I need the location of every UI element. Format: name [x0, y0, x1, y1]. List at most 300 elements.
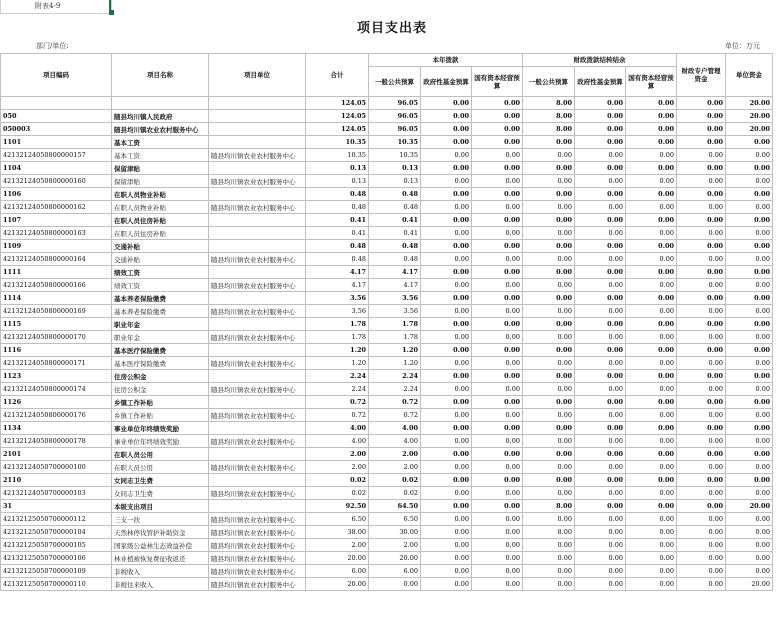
cell-value[interactable]: 0.00 — [575, 253, 626, 266]
cell-value[interactable]: 0.00 — [575, 513, 626, 526]
cell-value[interactable]: 0.00 — [472, 162, 523, 175]
cell-value[interactable]: 0.00 — [523, 279, 575, 292]
cell-code[interactable]: 42132124050800000169 — [1, 305, 112, 318]
cell-value[interactable]: 0.00 — [677, 162, 726, 175]
cell-value[interactable]: 0.00 — [726, 253, 773, 266]
cell-value[interactable]: 96.05 — [369, 97, 421, 110]
cell-value[interactable]: 0.41 — [306, 227, 369, 240]
cell-value[interactable]: 0.00 — [726, 435, 773, 448]
cell-code[interactable]: 42132124050800000164 — [1, 253, 112, 266]
cell-name[interactable]: 交通补贴 — [112, 240, 209, 253]
cell-value[interactable]: 0.00 — [472, 500, 523, 513]
cell-value[interactable]: 0.00 — [626, 357, 677, 370]
cell-value[interactable]: 0.00 — [523, 136, 575, 149]
cell-value[interactable]: 0.00 — [472, 422, 523, 435]
cell-value[interactable]: 20.00 — [369, 552, 421, 565]
cell-value[interactable]: 0.00 — [575, 370, 626, 383]
cell-value[interactable]: 0.00 — [626, 201, 677, 214]
cell-value[interactable]: 1.78 — [369, 331, 421, 344]
cell-value[interactable]: 0.02 — [369, 474, 421, 487]
cell-code[interactable]: 42132124050800000171 — [1, 357, 112, 370]
cell-unit[interactable]: 随县均川镇农业农村服务中心 — [209, 279, 306, 292]
cell-value[interactable]: 0.00 — [472, 513, 523, 526]
cell-value[interactable]: 3.56 — [369, 305, 421, 318]
cell-value[interactable]: 0.00 — [421, 305, 472, 318]
cell-value[interactable]: 0.00 — [626, 318, 677, 331]
cell-value[interactable]: 0.00 — [677, 552, 726, 565]
cell-value[interactable]: 0.00 — [472, 370, 523, 383]
cell-value[interactable]: 0.00 — [575, 578, 626, 591]
header-fiscal-carry[interactable]: 财政拨款结转结余 — [523, 54, 677, 67]
cell-value[interactable]: 38.00 — [306, 526, 369, 539]
cell-value[interactable]: 0.00 — [626, 292, 677, 305]
cell-value[interactable]: 1.20 — [369, 344, 421, 357]
cell-unit[interactable] — [209, 448, 306, 461]
cell-unit[interactable]: 随县均川镇农业农村服务中心 — [209, 552, 306, 565]
cell-value[interactable]: 10.35 — [306, 136, 369, 149]
cell-value[interactable]: 0.00 — [677, 240, 726, 253]
cell-value[interactable]: 0.00 — [575, 448, 626, 461]
cell-value[interactable]: 0.00 — [677, 526, 726, 539]
cell-value[interactable]: 0.00 — [421, 97, 472, 110]
cell-value[interactable]: 0.00 — [523, 331, 575, 344]
cell-value[interactable]: 0.48 — [306, 240, 369, 253]
cell-value[interactable]: 0.00 — [421, 162, 472, 175]
cell-code[interactable]: 42132124050800000166 — [1, 279, 112, 292]
cell-value[interactable]: 0.00 — [726, 422, 773, 435]
cell-value[interactable]: 0.00 — [523, 422, 575, 435]
cell-value[interactable]: 0.00 — [575, 149, 626, 162]
cell-value[interactable]: 0.13 — [306, 175, 369, 188]
cell-value[interactable]: 0.00 — [575, 565, 626, 578]
cell-value[interactable]: 3.56 — [306, 292, 369, 305]
cell-unit[interactable] — [209, 500, 306, 513]
fill-handle-icon[interactable] — [109, 10, 114, 15]
cell-value[interactable]: 0.00 — [472, 305, 523, 318]
cell-value[interactable]: 6.50 — [369, 513, 421, 526]
cell-value[interactable]: 0.00 — [677, 110, 726, 123]
cell-value[interactable]: 0.00 — [626, 409, 677, 422]
cell-value[interactable]: 0.00 — [523, 292, 575, 305]
cell-value[interactable]: 0.00 — [421, 331, 472, 344]
cell-value[interactable]: 0.00 — [677, 344, 726, 357]
cell-value[interactable]: 0.00 — [726, 266, 773, 279]
cell-unit[interactable] — [209, 110, 306, 123]
cell-name[interactable]: 基本医疗保险缴费 — [112, 357, 209, 370]
cell-value[interactable]: 0.72 — [369, 409, 421, 422]
cell-value[interactable]: 0.00 — [575, 526, 626, 539]
cell-value[interactable]: 0.00 — [523, 175, 575, 188]
cell-value[interactable]: 0.00 — [626, 396, 677, 409]
cell-value[interactable]: 124.05 — [306, 123, 369, 136]
cell-value[interactable]: 8.00 — [523, 110, 575, 123]
cell-value[interactable]: 0.00 — [523, 214, 575, 227]
cell-unit[interactable]: 随县均川镇农业农村服务中心 — [209, 175, 306, 188]
cell-value[interactable]: 0.00 — [726, 344, 773, 357]
cell-value[interactable]: 0.00 — [726, 396, 773, 409]
cell-value[interactable]: 0.00 — [575, 396, 626, 409]
cell-unit[interactable] — [209, 214, 306, 227]
cell-value[interactable]: 0.41 — [369, 227, 421, 240]
cell-value[interactable]: 0.00 — [575, 461, 626, 474]
cell-unit[interactable] — [209, 136, 306, 149]
cell-value[interactable]: 0.00 — [726, 227, 773, 240]
cell-code[interactable]: 42132124050700000100 — [1, 461, 112, 474]
header-unit-fund[interactable]: 单位资金 — [726, 54, 773, 97]
cell-unit[interactable]: 随县均川镇农业农村服务中心 — [209, 305, 306, 318]
cell-name[interactable]: 住房公积金 — [112, 383, 209, 396]
cell-name[interactable]: 三支一扶 — [112, 513, 209, 526]
cell-value[interactable]: 0.00 — [677, 253, 726, 266]
cell-value[interactable]: 0.00 — [421, 409, 472, 422]
cell-code[interactable]: 1123 — [1, 370, 112, 383]
cell-value[interactable]: 0.00 — [523, 396, 575, 409]
cell-value[interactable]: 0.00 — [726, 201, 773, 214]
cell-value[interactable]: 1.78 — [306, 331, 369, 344]
cell-value[interactable]: 0.00 — [472, 526, 523, 539]
cell-value[interactable]: 0.00 — [472, 227, 523, 240]
cell-value[interactable]: 0.00 — [523, 357, 575, 370]
cell-value[interactable]: 0.00 — [523, 162, 575, 175]
cell-value[interactable]: 0.00 — [626, 266, 677, 279]
cell-unit[interactable]: 随县均川镇农业农村服务中心 — [209, 565, 306, 578]
cell-value[interactable]: 0.00 — [677, 500, 726, 513]
cell-unit[interactable] — [209, 422, 306, 435]
cell-value[interactable]: 20.00 — [726, 123, 773, 136]
cell-value[interactable]: 0.00 — [626, 214, 677, 227]
cell-value[interactable]: 0.00 — [726, 318, 773, 331]
cell-value[interactable]: 0.00 — [421, 422, 472, 435]
cell-value[interactable]: 0.00 — [575, 487, 626, 500]
cell-value[interactable]: 2.24 — [306, 370, 369, 383]
cell-value[interactable]: 0.00 — [472, 565, 523, 578]
cell-value[interactable]: 0.00 — [677, 318, 726, 331]
cell-value[interactable]: 0.00 — [421, 188, 472, 201]
header-sub-soe[interactable]: 国有资本经营预算 — [472, 67, 523, 97]
cell-value[interactable]: 0.00 — [726, 383, 773, 396]
cell-value[interactable]: 0.00 — [575, 357, 626, 370]
cell-value[interactable]: 0.00 — [472, 240, 523, 253]
cell-value[interactable]: 0.00 — [677, 123, 726, 136]
cell-unit[interactable]: 随县均川镇农业农村服务中心 — [209, 383, 306, 396]
cell-value[interactable]: 0.00 — [523, 383, 575, 396]
cell-code[interactable]: 2110 — [1, 474, 112, 487]
cell-value[interactable]: 0.00 — [523, 318, 575, 331]
cell-unit[interactable]: 随县均川镇农业农村服务中心 — [209, 461, 306, 474]
cell-unit[interactable]: 随县均川镇农业农村服务中心 — [209, 253, 306, 266]
cell-value[interactable]: 0.00 — [421, 487, 472, 500]
cell-value[interactable]: 0.00 — [575, 266, 626, 279]
cell-value[interactable]: 6.00 — [306, 565, 369, 578]
cell-value[interactable]: 0.00 — [726, 539, 773, 552]
cell-value[interactable]: 0.00 — [421, 201, 472, 214]
cell-value[interactable]: 0.00 — [523, 565, 575, 578]
cell-value[interactable]: 20.00 — [726, 97, 773, 110]
header-sub-gov-fund-2[interactable]: 政府性基金预算 — [575, 67, 626, 97]
cell-name[interactable]: 本级支出项目 — [112, 500, 209, 513]
cell-value[interactable]: 1.78 — [306, 318, 369, 331]
cell-unit[interactable] — [209, 123, 306, 136]
cell-code[interactable]: 42132124050800000174 — [1, 383, 112, 396]
cell-value[interactable]: 0.00 — [421, 526, 472, 539]
cell-value[interactable]: 0.00 — [726, 565, 773, 578]
cell-name[interactable]: 交通补贴 — [112, 253, 209, 266]
cell-code[interactable]: 1107 — [1, 214, 112, 227]
cell-value[interactable]: 0.00 — [575, 240, 626, 253]
cell-code[interactable]: 42132124050700000103 — [1, 487, 112, 500]
cell-value[interactable]: 10.35 — [306, 149, 369, 162]
sheet-tab[interactable] — [0, 0, 112, 14]
cell-code[interactable]: 1114 — [1, 292, 112, 305]
cell-value[interactable]: 0.00 — [523, 201, 575, 214]
cell-value[interactable]: 0.00 — [575, 552, 626, 565]
cell-code[interactable]: 42132125050700000104 — [1, 526, 112, 539]
cell-value[interactable]: 0.00 — [421, 253, 472, 266]
header-special-fund[interactable]: 财政专户管理资金 — [677, 54, 726, 97]
cell-value[interactable]: 0.00 — [626, 500, 677, 513]
cell-value[interactable]: 0.00 — [523, 240, 575, 253]
cell-unit[interactable] — [209, 318, 306, 331]
cell-value[interactable]: 0.00 — [575, 435, 626, 448]
cell-value[interactable]: 0.00 — [726, 214, 773, 227]
cell-value[interactable]: 0.00 — [523, 448, 575, 461]
cell-value[interactable]: 0.00 — [523, 344, 575, 357]
cell-value[interactable]: 0.00 — [575, 539, 626, 552]
cell-value[interactable]: 0.00 — [472, 448, 523, 461]
cell-value[interactable]: 0.00 — [472, 97, 523, 110]
cell-value[interactable]: 0.00 — [575, 110, 626, 123]
cell-value[interactable]: 0.00 — [677, 383, 726, 396]
cell-value[interactable]: 0.00 — [677, 188, 726, 201]
cell-value[interactable]: 0.00 — [421, 266, 472, 279]
cell-value[interactable]: 4.00 — [369, 435, 421, 448]
cell-code[interactable]: 1111 — [1, 266, 112, 279]
cell-value[interactable]: 0.00 — [626, 97, 677, 110]
cell-value[interactable]: 0.48 — [369, 240, 421, 253]
cell-value[interactable]: 8.00 — [523, 526, 575, 539]
cell-name[interactable]: 乡镇工作补贴 — [112, 409, 209, 422]
cell-value[interactable]: 2.00 — [369, 539, 421, 552]
cell-value[interactable]: 0.13 — [306, 162, 369, 175]
cell-value[interactable]: 0.00 — [575, 305, 626, 318]
cell-value[interactable]: 0.00 — [421, 461, 472, 474]
cell-value[interactable]: 0.00 — [626, 110, 677, 123]
cell-code[interactable]: 1116 — [1, 344, 112, 357]
cell-value[interactable]: 0.00 — [575, 383, 626, 396]
cell-value[interactable]: 0.00 — [677, 578, 726, 591]
cell-value[interactable]: 0.00 — [726, 474, 773, 487]
cell-value[interactable]: 0.02 — [306, 474, 369, 487]
cell-value[interactable]: 124.05 — [306, 97, 369, 110]
cell-value[interactable]: 3.56 — [306, 305, 369, 318]
cell-value[interactable]: 0.00 — [626, 435, 677, 448]
cell-value[interactable]: 64.50 — [369, 500, 421, 513]
cell-value[interactable]: 0.00 — [677, 461, 726, 474]
cell-value[interactable]: 0.00 — [677, 201, 726, 214]
cell-code[interactable]: 1115 — [1, 318, 112, 331]
cell-value[interactable]: 0.00 — [677, 539, 726, 552]
cell-unit[interactable]: 随县均川镇农业农村服务中心 — [209, 539, 306, 552]
cell-value[interactable]: 0.00 — [472, 474, 523, 487]
cell-value[interactable]: 0.00 — [421, 227, 472, 240]
cell-value[interactable]: 0.00 — [726, 552, 773, 565]
cell-name[interactable]: 基本工资 — [112, 136, 209, 149]
cell-value[interactable]: 0.48 — [369, 253, 421, 266]
cell-value[interactable]: 0.00 — [677, 227, 726, 240]
cell-value[interactable]: 124.05 — [306, 110, 369, 123]
cell-value[interactable]: 0.00 — [726, 513, 773, 526]
cell-code[interactable]: 1101 — [1, 136, 112, 149]
cell-code[interactable]: 31 — [1, 500, 112, 513]
cell-value[interactable]: 0.00 — [677, 422, 726, 435]
cell-name[interactable]: 非税收入 — [112, 565, 209, 578]
cell-value[interactable]: 0.00 — [575, 331, 626, 344]
cell-value[interactable]: 0.00 — [421, 110, 472, 123]
cell-code[interactable]: 2101 — [1, 448, 112, 461]
cell-value[interactable]: 0.00 — [626, 136, 677, 149]
cell-value[interactable]: 2.00 — [306, 461, 369, 474]
cell-value[interactable]: 0.00 — [575, 409, 626, 422]
cell-value[interactable]: 0.00 — [575, 292, 626, 305]
cell-code[interactable]: 42132125050700000106 — [1, 552, 112, 565]
cell-value[interactable]: 0.00 — [421, 513, 472, 526]
cell-unit[interactable] — [209, 162, 306, 175]
cell-value[interactable]: 0.00 — [421, 123, 472, 136]
cell-value[interactable]: 1.20 — [306, 357, 369, 370]
cell-unit[interactable]: 随县均川镇农业农村服务中心 — [209, 331, 306, 344]
cell-name[interactable]: 在职人员公用 — [112, 461, 209, 474]
cell-value[interactable]: 0.72 — [369, 396, 421, 409]
cell-value[interactable]: 0.00 — [421, 383, 472, 396]
cell-value[interactable]: 0.00 — [369, 578, 421, 591]
cell-value[interactable]: 4.17 — [306, 266, 369, 279]
cell-name[interactable]: 女同志卫生费 — [112, 487, 209, 500]
cell-unit[interactable] — [209, 474, 306, 487]
cell-value[interactable]: 3.56 — [369, 292, 421, 305]
cell-value[interactable]: 0.00 — [677, 97, 726, 110]
cell-value[interactable]: 0.00 — [677, 435, 726, 448]
cell-value[interactable]: 0.00 — [421, 565, 472, 578]
cell-value[interactable]: 8.00 — [523, 97, 575, 110]
cell-name[interactable]: 基本医疗保险缴费 — [112, 344, 209, 357]
cell-unit[interactable] — [209, 188, 306, 201]
cell-value[interactable]: 0.00 — [726, 240, 773, 253]
cell-value[interactable]: 0.00 — [421, 149, 472, 162]
cell-value[interactable]: 0.00 — [421, 474, 472, 487]
cell-name[interactable]: 绩效工资 — [112, 266, 209, 279]
header-unit[interactable]: 项目单位 — [209, 54, 306, 97]
cell-code[interactable]: 42132125050700000112 — [1, 513, 112, 526]
header-sub-gov-fund[interactable]: 政府性基金预算 — [421, 67, 472, 97]
cell-name[interactable]: 随县均川镇人民政府 — [112, 110, 209, 123]
cell-unit[interactable]: 随县均川镇农业农村服务中心 — [209, 578, 306, 591]
cell-value[interactable]: 4.00 — [369, 422, 421, 435]
cell-value[interactable]: 0.00 — [677, 357, 726, 370]
cell-value[interactable]: 4.17 — [306, 279, 369, 292]
cell-value[interactable]: 0.00 — [575, 474, 626, 487]
cell-value[interactable]: 4.00 — [306, 422, 369, 435]
cell-value[interactable]: 0.00 — [472, 331, 523, 344]
cell-value[interactable]: 0.00 — [523, 253, 575, 266]
cell-value[interactable]: 0.00 — [472, 409, 523, 422]
cell-name[interactable]: 基本养老保险缴费 — [112, 292, 209, 305]
cell-code[interactable]: 1126 — [1, 396, 112, 409]
cell-unit[interactable]: 随县均川镇农业农村服务中心 — [209, 357, 306, 370]
cell-name[interactable]: 在职人员物业补贴 — [112, 188, 209, 201]
cell-unit[interactable] — [209, 370, 306, 383]
cell-code[interactable]: 1104 — [1, 162, 112, 175]
cell-value[interactable]: 10.35 — [369, 149, 421, 162]
cell-value[interactable]: 0.00 — [421, 448, 472, 461]
cell-value[interactable]: 0.00 — [677, 396, 726, 409]
cell-value[interactable]: 0.00 — [575, 162, 626, 175]
cell-value[interactable]: 0.00 — [677, 266, 726, 279]
cell-code[interactable]: 42132124050800000160 — [1, 175, 112, 188]
cell-value[interactable]: 0.00 — [421, 175, 472, 188]
cell-value[interactable]: 0.00 — [677, 279, 726, 292]
cell-value[interactable]: 0.00 — [523, 149, 575, 162]
cell-value[interactable]: 0.00 — [677, 409, 726, 422]
cell-name[interactable]: 事业单位年终绩效奖励 — [112, 422, 209, 435]
cell-value[interactable]: 2.24 — [369, 370, 421, 383]
cell-unit[interactable]: 随县均川镇农业农村服务中心 — [209, 513, 306, 526]
cell-value[interactable]: 0.00 — [626, 370, 677, 383]
cell-value[interactable]: 0.00 — [523, 474, 575, 487]
cell-name[interactable]: 非税往来收入 — [112, 578, 209, 591]
cell-unit[interactable]: 随县均川镇农业农村服务中心 — [209, 526, 306, 539]
cell-value[interactable]: 0.13 — [369, 162, 421, 175]
cell-value[interactable]: 0.00 — [626, 279, 677, 292]
cell-value[interactable]: 0.00 — [726, 175, 773, 188]
cell-value[interactable]: 0.00 — [677, 513, 726, 526]
cell-value[interactable]: 0.00 — [472, 357, 523, 370]
cell-value[interactable]: 0.48 — [306, 253, 369, 266]
cell-name[interactable]: 保留津贴 — [112, 175, 209, 188]
cell-name[interactable]: 在职人员住房补贴 — [112, 214, 209, 227]
cell-value[interactable]: 0.00 — [726, 331, 773, 344]
header-sub-soe-2[interactable]: 国有资本经营预算 — [626, 67, 677, 97]
cell-value[interactable]: 0.00 — [421, 136, 472, 149]
cell-value[interactable]: 0.00 — [626, 344, 677, 357]
cell-value[interactable]: 0.00 — [726, 357, 773, 370]
cell-name[interactable]: 基本工资 — [112, 149, 209, 162]
cell-value[interactable]: 0.00 — [472, 188, 523, 201]
cell-value[interactable]: 0.00 — [575, 214, 626, 227]
cell-value[interactable]: 0.00 — [523, 409, 575, 422]
cell-value[interactable]: 0.00 — [523, 227, 575, 240]
cell-value[interactable]: 0.00 — [472, 396, 523, 409]
cell-value[interactable]: 0.41 — [369, 214, 421, 227]
cell-value[interactable]: 0.00 — [726, 149, 773, 162]
cell-unit[interactable] — [209, 396, 306, 409]
cell-value[interactable]: 0.00 — [472, 149, 523, 162]
cell-value[interactable]: 0.00 — [575, 500, 626, 513]
cell-value[interactable]: 0.00 — [626, 227, 677, 240]
cell-value[interactable]: 0.00 — [472, 253, 523, 266]
cell-value[interactable]: 0.00 — [626, 162, 677, 175]
cell-value[interactable]: 0.00 — [726, 162, 773, 175]
cell-value[interactable]: 0.00 — [626, 461, 677, 474]
cell-value[interactable]: 0.00 — [626, 305, 677, 318]
cell-value[interactable]: 0.00 — [472, 136, 523, 149]
cell-value[interactable]: 0.00 — [472, 552, 523, 565]
cell-value[interactable]: 0.48 — [369, 188, 421, 201]
cell-value[interactable]: 30.00 — [369, 526, 421, 539]
cell-value[interactable]: 0.00 — [472, 435, 523, 448]
cell-value[interactable]: 0.00 — [472, 578, 523, 591]
cell-value[interactable]: 0.00 — [626, 123, 677, 136]
cell-value[interactable]: 20.00 — [306, 552, 369, 565]
